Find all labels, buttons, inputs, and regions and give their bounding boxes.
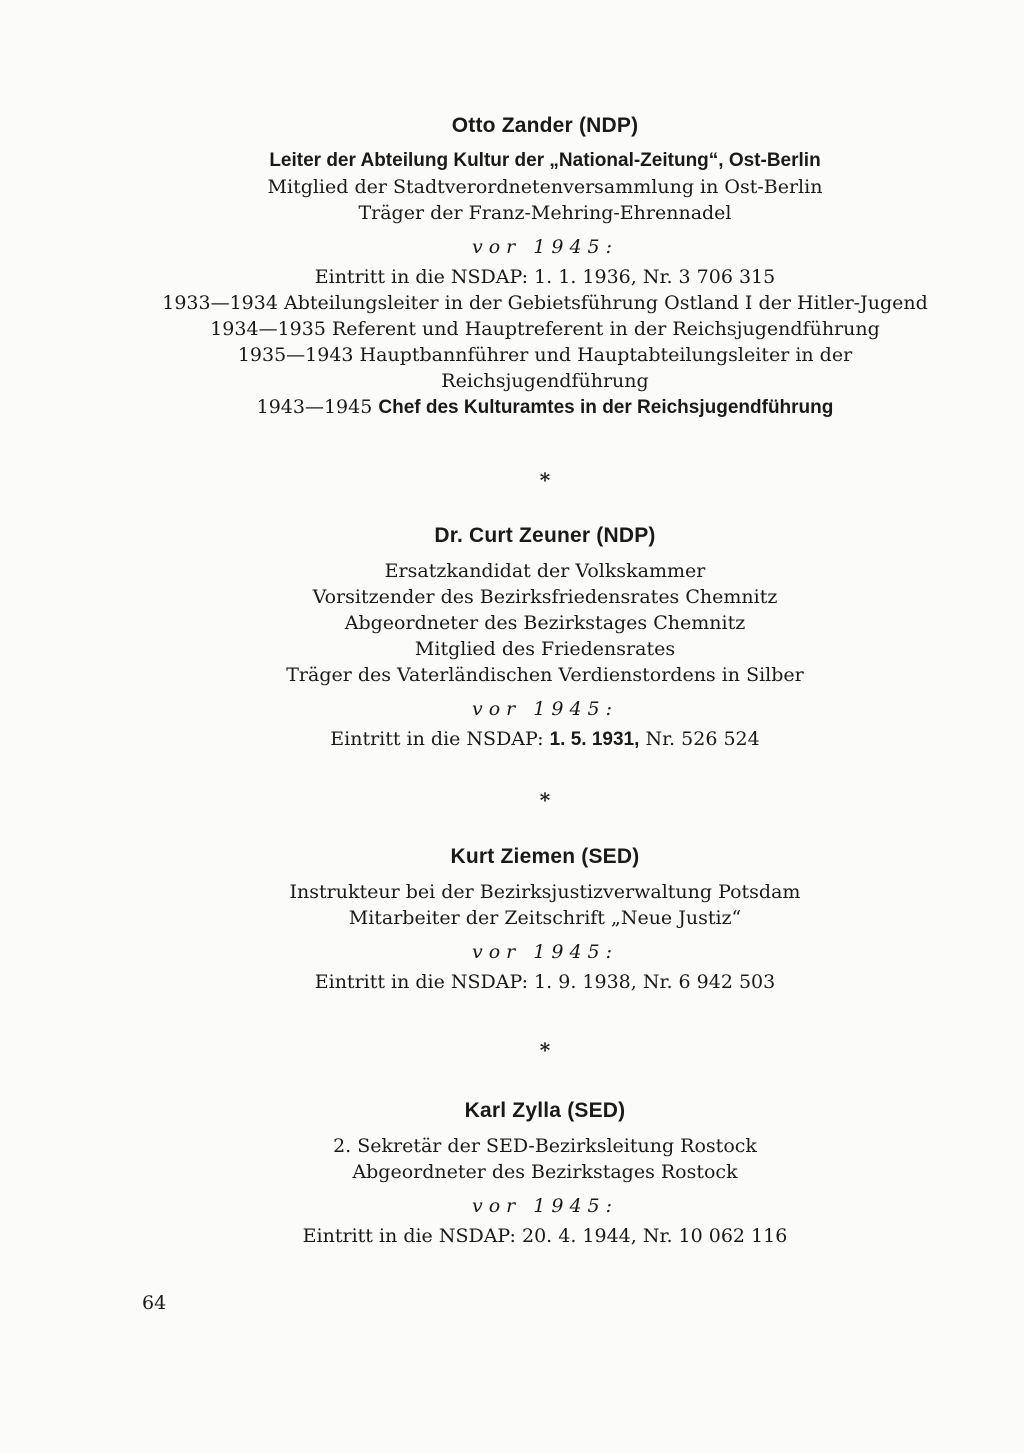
vor-1945-label: vor 1945:: [471, 698, 619, 720]
entry-curt-zeuner: [130, 524, 960, 753]
history-line: [130, 726, 960, 753]
history-line: Eintritt in die NSDAP: 1. 9. 1938, Nr. 6 942 503: [314, 971, 776, 993]
position-line: Träger des Vaterländischen Verdienstordens in Silber: [286, 664, 804, 686]
position-line: Vorsitzender des Bezirksfriedensrates Chemnitz: [312, 586, 778, 608]
history-line: Eintritt in die NSDAP: 1. 1. 1936, Nr. 3 706 315: [314, 266, 776, 288]
history-role: Chef des Kulturamtes in der Reichsjugendführung: [378, 397, 834, 418]
history-line: Eintritt in die NSDAP: 20. 4. 1944, Nr. 10 062 116: [302, 1225, 788, 1247]
position-line: Abgeordneter des Bezirkstages Rostock: [352, 1161, 738, 1183]
position-line: Träger der Franz-Mehring-Ehrennadel: [358, 202, 732, 224]
position-line: Abgeordneter des Bezirkstages Chemnitz: [344, 612, 746, 634]
position-line: Mitarbeiter der Zeitschrift „Neue Justiz“: [348, 907, 742, 929]
history-line: [130, 394, 960, 421]
history-number: Nr. 526 524: [645, 728, 760, 750]
entry-karl-zylla: [130, 1099, 960, 1249]
vor-1945-label: vor 1945:: [471, 236, 619, 258]
position-line: 2. Sekretär der SED-Bezirksleitung Rostock: [333, 1135, 757, 1157]
history-line: 1935—1943 Hauptbannführer und Hauptabteilungsleiter in der: [237, 344, 853, 366]
history-prefix: Eintritt in die NSDAP:: [330, 728, 544, 750]
history-line: 1934—1935 Referent und Hauptreferent in der Reichsjugendführung: [210, 318, 880, 340]
entry-kurt-ziemen: [130, 845, 960, 995]
position-line: Mitglied des Friedensrates: [414, 638, 676, 660]
position-line: Instrukteur bei der Bezirksjustizverwaltung Potsdam: [289, 881, 801, 903]
position-line: Leiter der Abteilung Kultur der „National-Zeitung“, Ost-Berlin: [269, 150, 821, 171]
entry-otto-zander: [130, 114, 960, 421]
history-years: 1943—1945: [256, 396, 373, 418]
position-line: Mitglied der Stadtverordnetenversammlung in Ost-Berlin: [267, 176, 823, 198]
history-date: 1. 5. 1931,: [549, 729, 640, 750]
separator-star: *: [539, 788, 551, 812]
entry-name: Dr. Curt Zeuner (NDP): [434, 524, 656, 547]
history-line: Reichsjugendführung: [441, 370, 649, 392]
separator-star: *: [539, 1038, 551, 1062]
separator-star: *: [539, 468, 551, 492]
entry-name: Kurt Ziemen (SED): [450, 845, 640, 868]
entry-name: Otto Zander (NDP): [451, 114, 639, 137]
vor-1945-label: vor 1945:: [471, 941, 619, 963]
page-number: 64: [142, 1292, 167, 1314]
history-line: 1933—1934 Abteilungsleiter in der Gebietsführung Ostland I der Hitler-Jugend: [162, 292, 928, 314]
entry-name: Karl Zylla (SED): [464, 1099, 626, 1122]
vor-1945-label: vor 1945:: [471, 1195, 619, 1217]
position-line: Ersatzkandidat der Volkskammer: [384, 560, 706, 582]
